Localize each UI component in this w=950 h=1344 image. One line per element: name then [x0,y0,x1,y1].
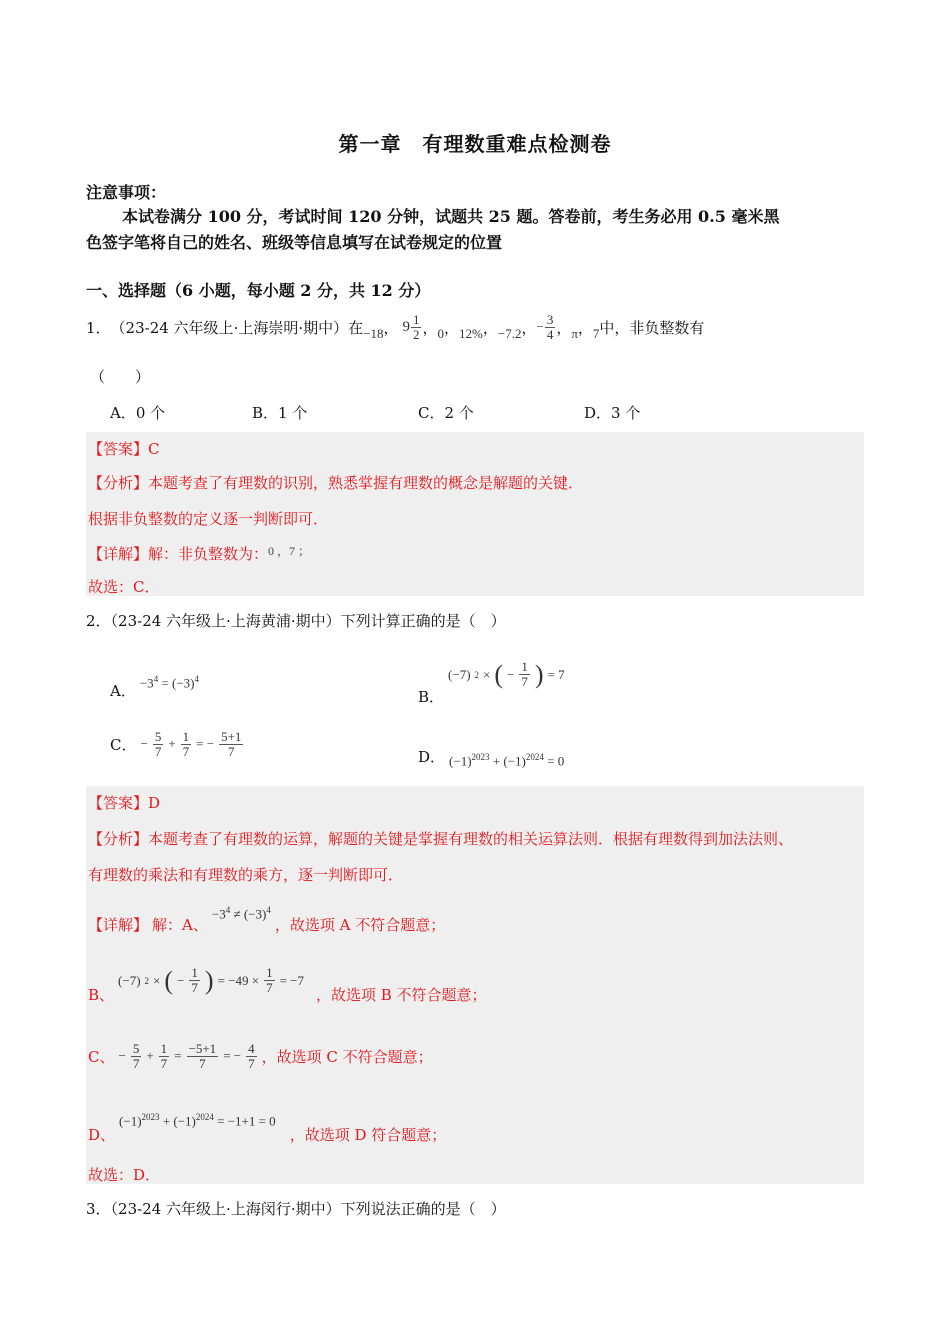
numerator: 3 [546,311,554,327]
separator: ， [443,318,459,337]
math-expression: − $\frac{5}{7}$ + $\frac{1}{7}$ = − $\frac{5+1}{7}$ [140,729,242,759]
math-expression: (−7) 2 × ( − $\frac{1}{7}$ ) = −49 × $\frac{1}{7}$ = −7 [118,965,304,995]
analysis-tag: 【分析】 [88,474,149,492]
conclusion: 故选：D． [88,1166,161,1184]
detail-a [88,898,445,935]
question-source: （23-24 六年级上·上海崇明·期中）在 [110,318,364,337]
math-value: 7 [592,326,600,341]
analysis-line-2: 根据非负整数的定义逐一判断即可． [88,510,329,528]
detail-prefix: B、 [88,986,115,1004]
separator: ， [482,318,498,337]
question-number: 3． [86,1200,111,1218]
minus-sign: − [536,319,544,334]
option-a: A．0 个 [110,404,166,422]
detail-tag: 【详解】 [88,916,149,934]
detail-b [88,956,487,1005]
math-value: 12% [459,326,483,341]
separator: ， [383,318,399,337]
separator: ， [577,318,593,337]
analysis-tag: 【分析】 [88,830,149,848]
question-tail: 中，非负整数有 [599,318,705,337]
detail-suffix: ，故选项 A 不符合题意； [274,916,446,934]
option-c: C．2 个 [418,404,474,422]
detail-prefix: C、 [88,1047,115,1066]
math-value: −7.2 [497,326,522,341]
conclusion: 故选：C． [88,578,160,596]
page-title: 第一章 有理数重难点检测卷 [338,132,612,156]
math-expression: $-3^4 = (-3)^4$ [139,673,200,691]
detail-suffix: ，故选项 B 不符合题意； [315,986,487,1004]
detail-prefix: 解：A、 [152,916,208,934]
detail-prefix: D、 [88,1126,116,1144]
analysis-text: 本题考查了有理数的运算，解题的关键是掌握有理数的相关运算法则．根据有理数得到加法法则、 [148,830,794,848]
notice-line-1: 本试卷满分 100 分，考试时间 120 分钟，试题共 25 题。答卷前，考生务必用 0.5 毫米黑 [122,207,780,226]
q2-option-b [418,650,565,707]
answer-label: 【答案】D [88,794,161,812]
question-source: （23-24 六年级上·上海闵行·期中）下列说法正确的是（ ） [110,1200,506,1218]
question-number: 1． [86,318,111,337]
math-expression: − $\frac{5}{7}$ + $\frac{1}{7}$ = $\frac{-5+1}{7}$ = − $\frac{4}{7}$ [118,1041,255,1071]
option-label: D． [418,748,446,767]
numerator: 1 [412,311,420,327]
denominator: 4 [546,326,554,342]
question-number: 2． [86,612,111,630]
detail-suffix: ，故选项 C 不符合题意； [261,1047,433,1066]
math-expression: $(-1)^{2023} + (-1)^{2024} = 0$ [449,752,565,769]
detail-text: 解：非负整数为： [148,545,269,563]
notice-heading: 注意事项： [86,183,167,202]
math-fraction [545,313,556,341]
separator: ， [556,318,572,337]
q2-option-c [110,730,244,758]
math-value: −18 [363,326,384,341]
analysis [88,472,583,493]
option-label: A． [110,682,136,700]
analysis-line-2: 有理数的乘法和有理数的乘方，逐一判断即可． [88,866,404,884]
math-value: 0 [437,326,444,341]
math-expression: (−7) 2 × ( − $\frac{1}{7}$ ) = 7 [448,659,565,689]
math-expression: $(-1)^{2023} + (-1)^{2024} = -1+1 = 0$ [119,1111,276,1129]
q2-option-d [418,744,564,769]
option-b: B．1 个 [252,404,308,422]
notice-line-2: 色签字笔将自己的姓名、班级等信息填写在试卷规定的位置 [86,233,503,252]
analysis [88,828,793,849]
q2-option-a [110,664,199,701]
math-expression: $-3^4 \ne (-3)^4$ [211,904,271,922]
denominator: 2 [412,326,420,342]
option-label: B． [418,688,445,706]
detail-d [88,1102,446,1145]
detail-suffix: ，故选项 D 符合题意； [289,1126,447,1144]
detail [88,542,310,564]
analysis-text: 本题考查了有理数的识别，熟悉掌握有理数的概念是解题的关键． [148,474,584,492]
separator: ， [422,318,438,337]
question-1-stem [86,306,704,348]
answer-label: 【答案】C [88,440,160,458]
detail-values: 0 ，7 ； [268,544,311,558]
question-2-stem [86,610,506,631]
answer-paren: （ ） [90,368,151,386]
detail-tag: 【详解】 [88,545,149,563]
math-value: 9 [402,318,410,335]
option-label: C． [110,735,137,754]
math-value: π [571,326,578,341]
separator: ， [521,318,537,337]
section-heading: 一、选择题（6 小题，每小题 2 分，共 12 分） [86,281,431,300]
math-fraction [411,313,422,341]
detail-c [88,1042,433,1070]
option-d: D．3 个 [584,404,641,422]
question-3-stem [86,1198,506,1219]
question-source: （23-24 六年级上·上海黄浦·期中）下列计算正确的是（ ） [110,612,506,630]
